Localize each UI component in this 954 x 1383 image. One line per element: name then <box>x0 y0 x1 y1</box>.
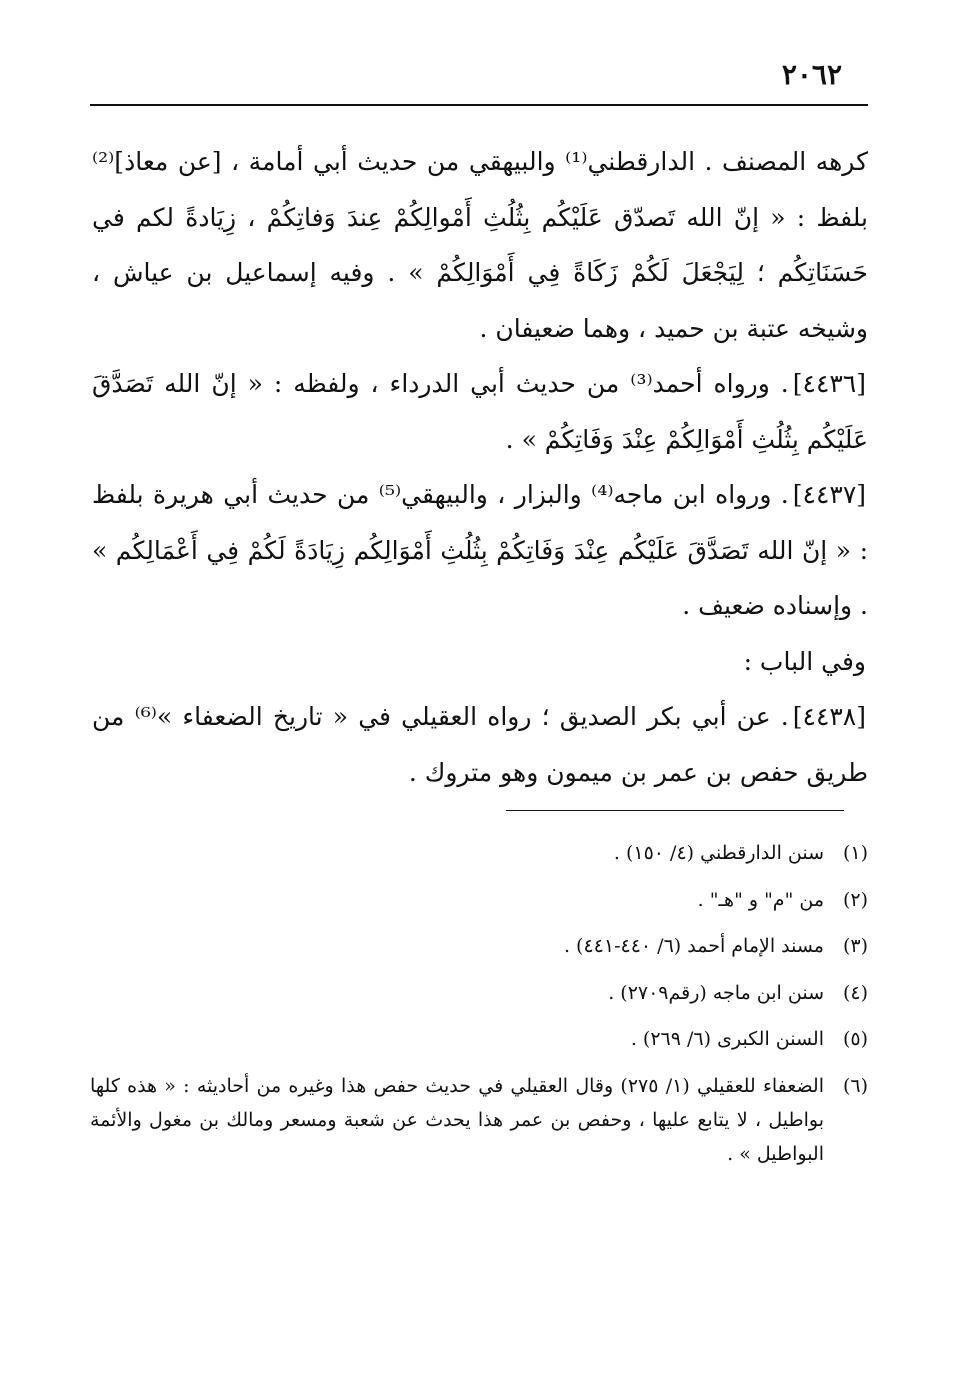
header-rule <box>90 104 868 106</box>
paragraph-4437 <box>92 467 868 634</box>
paragraph-text: . ورواه أحمد⁽³⁾ من حديث أبي الدرداء ، ولفظه : « إنّ الله تَصَدَّقَ عَلَيْكُم بِثُلُثِ أَمْوَالِكُمْ عِنْدَ وَفَاتِكُمْ » . <box>92 369 868 454</box>
footnote-2 <box>90 883 868 917</box>
footnote-text: السنن الكبرى (٦/ ٢٦٩) . <box>630 1028 824 1050</box>
footnote-number: (٥) <box>842 1028 868 1050</box>
footnote-text: سنن الدارقطني (٤/ ١٥٠) . <box>613 842 824 864</box>
footnote-number: (١) <box>842 842 868 864</box>
main-text <box>92 134 868 800</box>
footnote-number: (٤) <box>842 981 868 1004</box>
footnote-3 <box>90 929 868 963</box>
footnote-number: (٣) <box>842 935 868 957</box>
hadith-number: [٤٤٣٦] <box>792 369 866 398</box>
hadith-number: [٤٤٣٧] <box>792 480 867 509</box>
footnote-text: مسند الإمام أحمد (٦/ ٤٤٠-٤٤١) . <box>563 935 824 957</box>
footnote-5 <box>90 1022 868 1056</box>
footnote-separator <box>506 810 844 811</box>
section-heading: وفي الباب : <box>743 646 866 676</box>
hadith-number: [٤٤٣٨] <box>792 702 866 731</box>
footnote-text: من "م" و "هـ" . <box>697 888 824 911</box>
page-number: ٢٠٦٢ <box>781 58 842 91</box>
footnote-number: (٢) <box>842 888 868 911</box>
footnote-4 <box>90 976 868 1010</box>
footnote-6 <box>90 1069 868 1171</box>
paragraph-4438 <box>92 689 868 800</box>
footnote-text: الضعفاء للعقيلي (١/ ٢٧٥) وقال العقيلي في حديث حفص هذا وغيره من أحاديثه : « هذه كلها بواطيل ، لا يتابع عليها ، وحفص بن عمر هذا يحدث عن شعبة ومسعر ومالك بن مغول والأئمة البواطيل » . <box>90 1074 824 1165</box>
footnote-1 <box>90 836 868 870</box>
paragraph-text: . عن أبي بكر الصديق ؛ رواه العقيلي في « تاريخ الضعفاء »⁽⁶⁾ من طريق حفص بن عمر بن ميمون وهو متروك . <box>92 702 868 787</box>
footnote-number: (٦) <box>842 1074 868 1097</box>
paragraph-4436 <box>92 356 868 467</box>
footnote-text: سنن ابن ماجه (رقم٢٧٠٩) . <box>608 981 824 1004</box>
footnotes <box>90 836 868 1183</box>
paragraph-1: كرهه المصنف . الدارقطني⁽¹⁾ والبيهقي من حديث أبي أمامة ، [عن معاذ]⁽²⁾ بلفظ : « إنّ الله تَصدّق عَلَيْكُم بِثُلُثِ أَمْوالِكُمْ عِندَ وَفاتِكُمْ ، زِيَادةً لكم في حَسَنَاتِكُم ؛ لِيَجْعَلَ لَكُمْ زَكَاةً فِي أَمْوَالِكُمْ » . وفيه إسماعيل بن عياش ، وشيخه عتبة بن حميد ، وهما ضعيفان . <box>92 147 869 343</box>
paragraph-text: . ورواه ابن ماجه⁽⁴⁾ والبزار ، والبيهقي⁽⁵⁾ من حديث أبي هريرة بلفظ : « إنّ الله تَصَدَّقَ عَلَيْكُم عِنْدَ وَفَاتِكُمْ بِثُلُثِ أَمْوَالِكُم زِيَادَةً لَكُمْ فِي أَعْمَالِكُم » . وإسناده ضعيف . <box>92 480 868 620</box>
